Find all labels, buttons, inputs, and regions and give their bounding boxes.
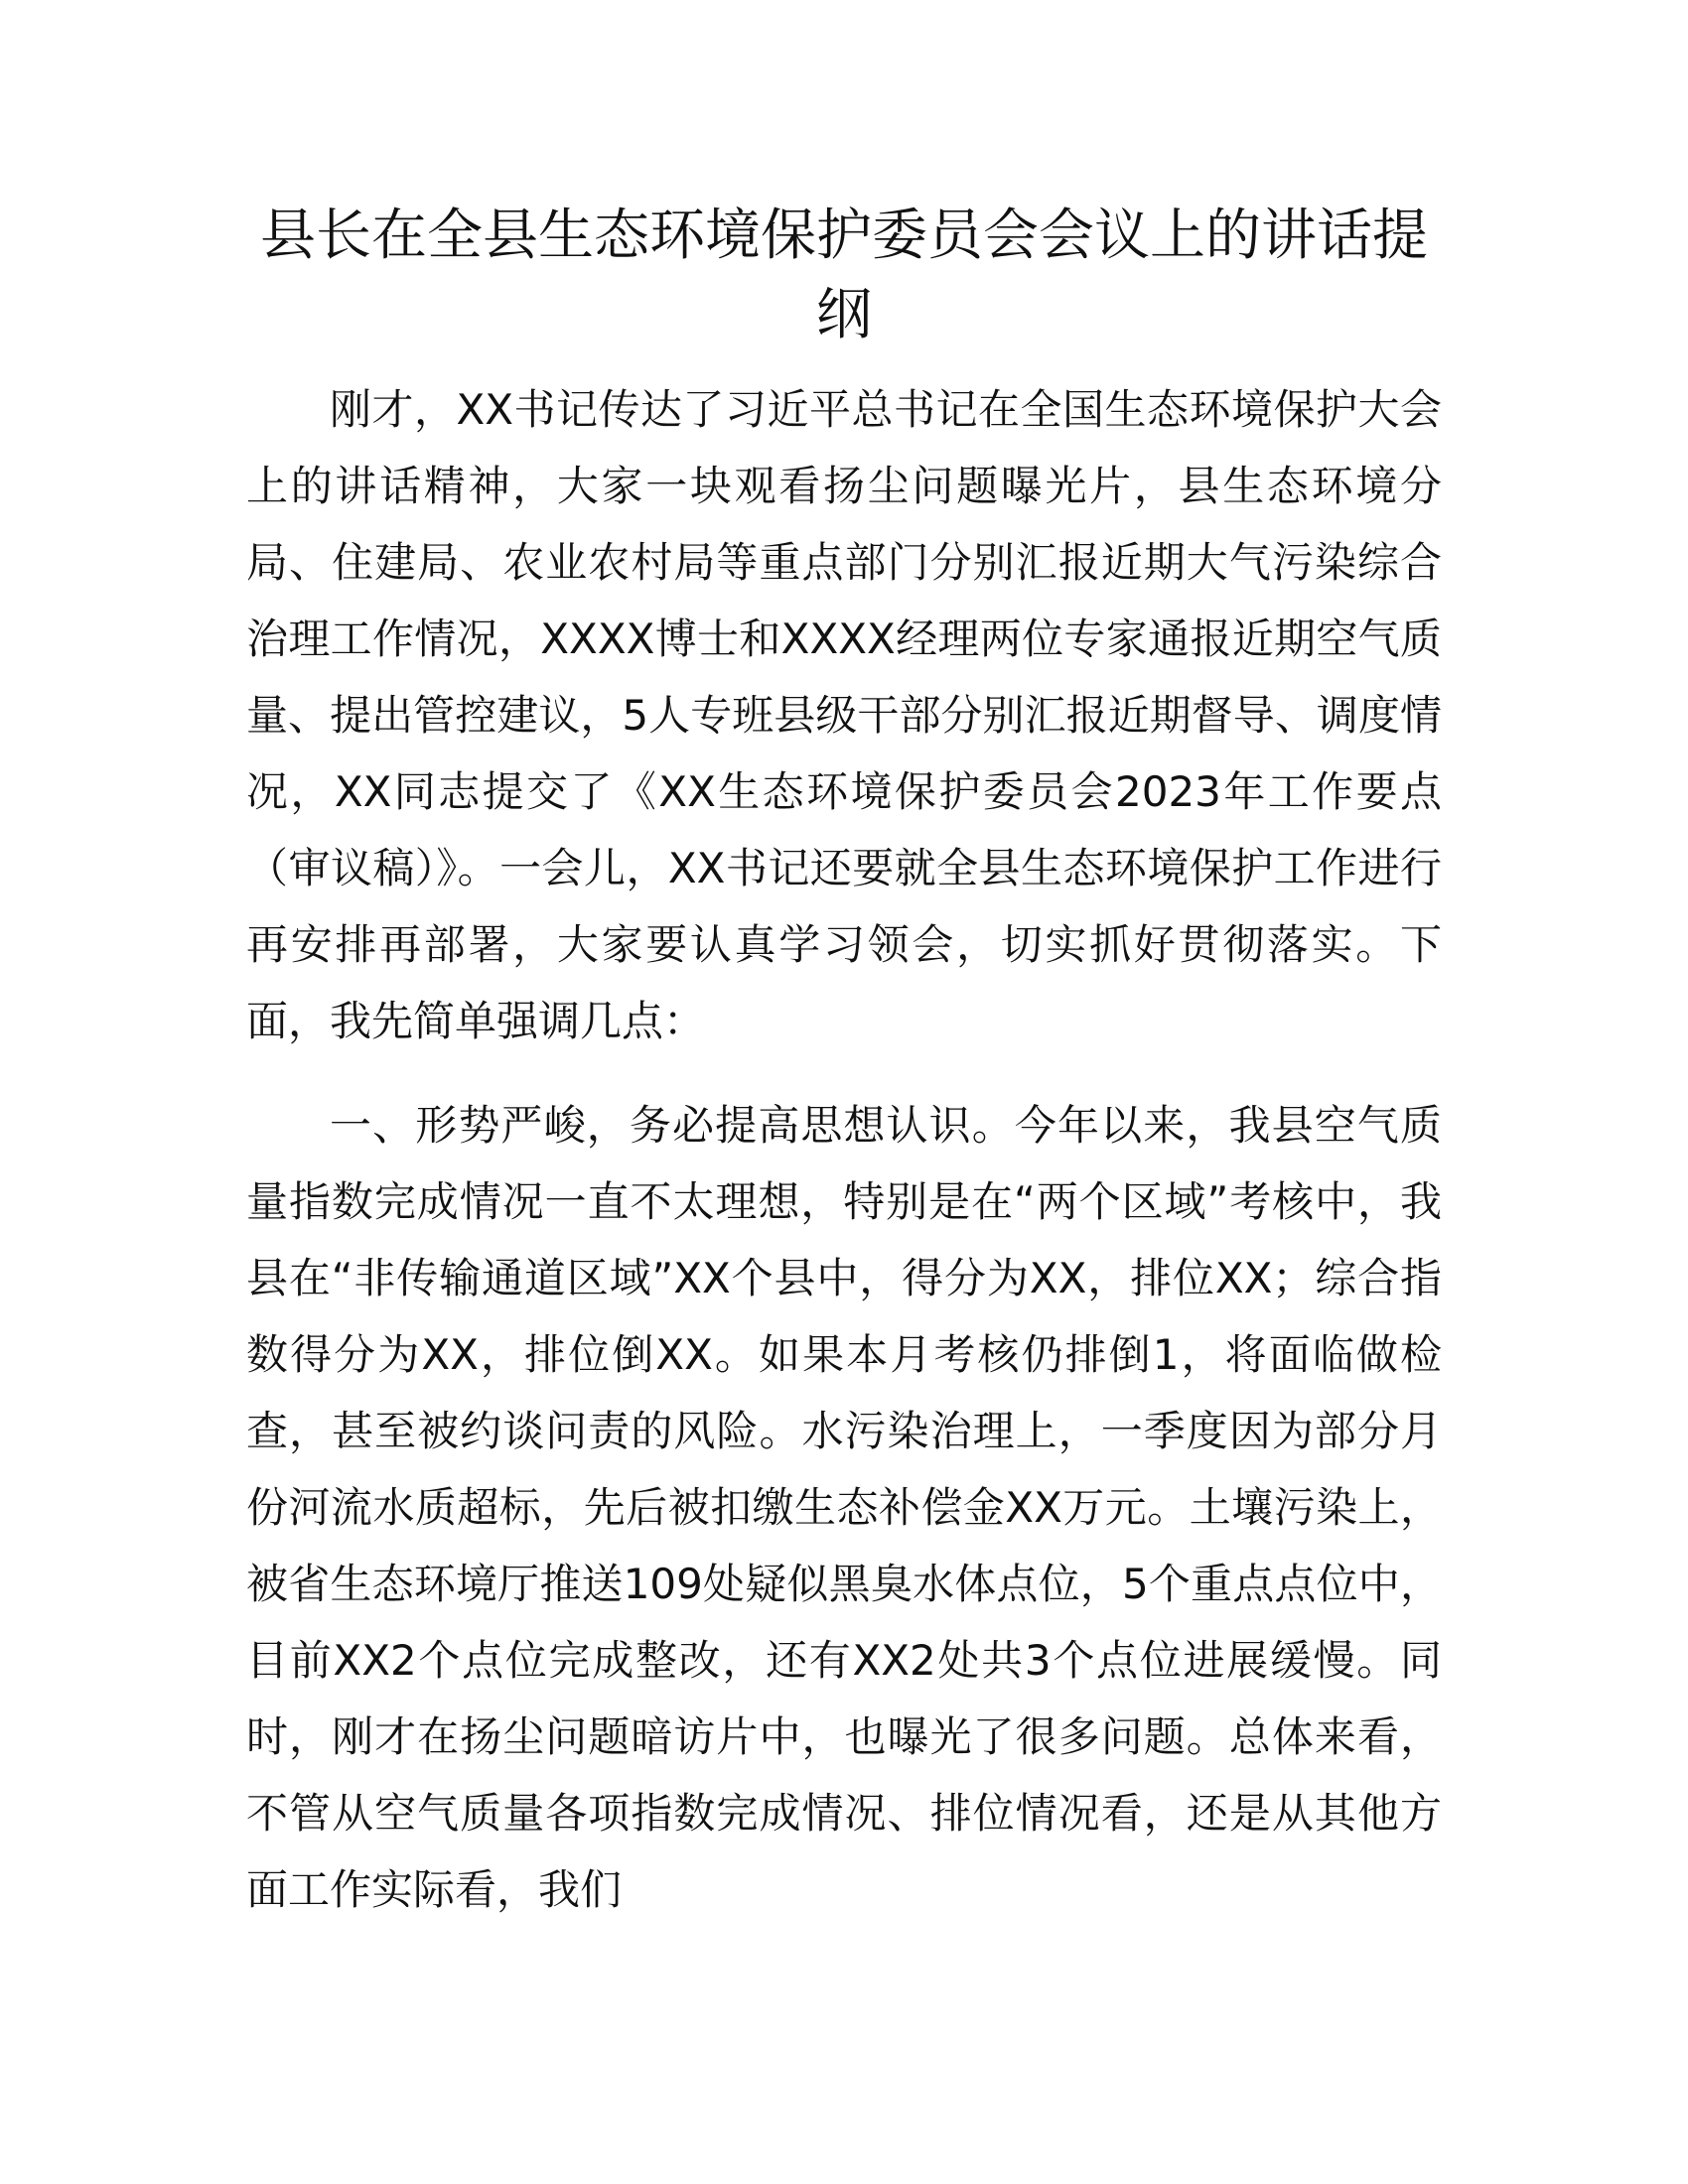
paragraph-opening: 刚才，XX书记传达了习近平总书记在全国生态环境保护大会上的讲话精神，大家一块观看扬尘问题曝光片，县生态环境分局、住建局、农业农村局等重点部门分别汇报近期大气污染综合治理工作情况，XXXX博士和XXXX经理两位专家通报近期空气质量、提出管控建议，5人专班县级干部分别汇报近期督导、调度情况，XX同志提交了《XX生态环境保护委员会2023年工作要点（审议稿）》。一会儿，XX书记还要就全县生态环境保护工作进行再安排再部署，大家要认真学习领会，切实抓好贯彻落实。下面，我先简单强调几点：: [246, 385, 1442, 1045]
document-title: 县长在全县生态环境保护委员会会议上的讲话提纲: [260, 204, 1428, 347]
paragraph-section-one: 一、形势严峻，务必提高思想认识。今年以来，我县空气质量指数完成情况一直不太理想，特别是在“两个区域”考核中，我县在“非传输通道区域”XX个县中，得分为XX，排位XX；综合指数得分为XX，排位倒XX。如果本月考核仍排倒1，将面临做检查，甚至被约谈问责的风险。水污染治理上，一季度因为部分月份河流水质超标，先后被扣缴生态补偿金XX万元。土壤污染上，被省生态环境厅推送109处疑似黑臭水体点位，5个重点点位中，目前XX2个点位完成整改，还有XX2处共3个点位进展缓慢。同时，刚才在扬尘问题暗访片中，也曝光了很多问题。总体来看，不管从空气质量各项指数完成情况、排位情况看，还是从其他方面工作实际看，我们: [246, 1101, 1442, 1914]
document-body: [246, 371, 1442, 1928]
